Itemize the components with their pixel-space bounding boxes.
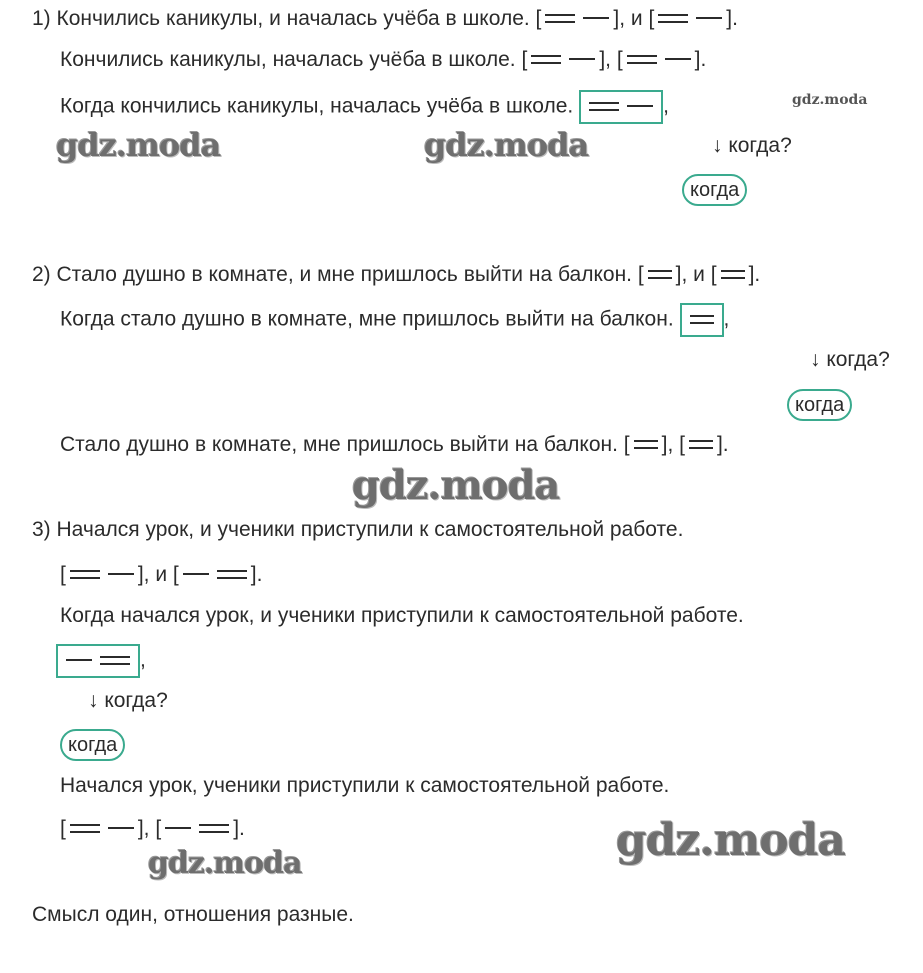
item2-conjunction-oval: когда bbox=[787, 389, 852, 421]
predicate-mark bbox=[108, 573, 134, 575]
item1-question: ↓ когда? bbox=[712, 134, 792, 157]
item1-variant-a-text: Кончились каникулы, началась учёба в школе. [ bbox=[60, 48, 528, 71]
item3-scheme bbox=[60, 562, 262, 588]
item1-sentence-text: 1) Кончились каникулы, и началась учёба в школе. [ bbox=[32, 7, 542, 30]
item3-variant-b-open: [ bbox=[60, 817, 66, 840]
subject-mark bbox=[634, 440, 658, 449]
subject-mark bbox=[690, 315, 714, 324]
subject-mark bbox=[589, 102, 619, 111]
subject-mark bbox=[217, 570, 247, 579]
item1-variant-b-text: Когда кончились каникулы, началась учёба в школе. bbox=[60, 94, 574, 118]
item2-variant-b bbox=[60, 432, 729, 458]
watermark-logo: gdz.moda bbox=[424, 126, 589, 164]
item1-conjunction-oval: когда bbox=[682, 174, 747, 206]
watermark-logo: gdz.moda bbox=[148, 846, 302, 881]
subordinate-clause-box bbox=[579, 90, 663, 124]
item3-scheme-open: [ bbox=[60, 563, 66, 586]
subject-mark bbox=[100, 656, 130, 665]
watermark-logo: gdz.moda bbox=[352, 462, 560, 509]
item2-sentence-text: 2) Стало душно в комнате, и мне пришлось выйти на балкон. [ bbox=[32, 263, 644, 286]
item3-question: ↓ когда? bbox=[88, 689, 168, 712]
item1-sentence-end: ]. bbox=[726, 7, 738, 30]
item1-variant-a bbox=[60, 47, 706, 73]
predicate-mark bbox=[583, 17, 609, 19]
watermark-logo: gdz.moda bbox=[56, 126, 221, 164]
watermark-logo: gdz.moda bbox=[616, 815, 846, 866]
item2-variant-a bbox=[60, 303, 729, 337]
item3-variant-a-scheme bbox=[56, 644, 146, 678]
predicate-mark bbox=[108, 827, 134, 829]
watermark-logo: gdz.moda bbox=[792, 92, 868, 108]
predicate-mark bbox=[66, 659, 92, 661]
item2-question: ↓ когда? bbox=[810, 348, 890, 371]
subordinate-clause-box bbox=[56, 644, 140, 678]
subject-mark bbox=[545, 14, 575, 23]
predicate-mark bbox=[569, 58, 595, 60]
item2-variant-b-mid: ], [ bbox=[661, 433, 685, 456]
subject-mark bbox=[648, 270, 672, 279]
item2-sentence-mid: ], и [ bbox=[675, 263, 717, 286]
subject-mark bbox=[531, 55, 561, 64]
item1-sentence bbox=[32, 6, 738, 32]
item1-variant-a-mid: ], [ bbox=[599, 48, 623, 71]
item3-scheme-end: ]. bbox=[250, 563, 263, 586]
item3-variant-b-scheme bbox=[60, 816, 245, 842]
subordinate-clause-box bbox=[680, 303, 724, 337]
predicate-mark bbox=[183, 573, 209, 575]
subject-mark bbox=[627, 55, 657, 64]
item2-variant-a-text: Когда стало душно в комнате, мне пришлось выйти на балкон. bbox=[60, 307, 674, 331]
subject-mark bbox=[199, 824, 229, 833]
item1-sentence-mid: ], и [ bbox=[613, 7, 655, 30]
item3-variant-b: Начался урок, ученики приступили к самостоятельной работе. bbox=[60, 774, 670, 797]
item3-sentence: 3) Начался урок, и ученики приступили к самостоятельной работе. bbox=[32, 518, 684, 541]
item1-variant-b bbox=[60, 90, 669, 124]
item3-variant-b-mid: ], [ bbox=[137, 817, 162, 840]
subject-mark bbox=[70, 570, 100, 579]
item2-variant-b-text: Стало душно в комнате, мне пришлось выйти на балкон. [ bbox=[60, 433, 630, 456]
subject-mark bbox=[70, 824, 100, 833]
item1-variant-b-comma: , bbox=[663, 94, 669, 118]
item2-variant-a-comma: , bbox=[723, 307, 730, 331]
item3-conjunction-oval: когда bbox=[60, 729, 125, 761]
item2-sentence-end: ]. bbox=[748, 263, 761, 286]
item3-variant-b-end: ]. bbox=[233, 817, 245, 840]
conclusion-text: Смысл один, отношения разные. bbox=[32, 903, 354, 926]
predicate-mark bbox=[665, 58, 691, 60]
predicate-mark bbox=[696, 17, 722, 19]
item2-variant-b-end: ]. bbox=[716, 433, 729, 456]
item2-sentence bbox=[32, 262, 760, 288]
subject-mark bbox=[689, 440, 713, 449]
item3-variant-a-comma: , bbox=[140, 648, 146, 672]
predicate-mark bbox=[627, 105, 653, 107]
item3-scheme-mid: ], и [ bbox=[137, 563, 179, 586]
item1-variant-a-end: ]. bbox=[694, 48, 707, 71]
subject-mark bbox=[721, 270, 745, 279]
item3-variant-a: Когда начался урок, и ученики приступили к самостоятельной работе. bbox=[60, 604, 744, 627]
predicate-mark bbox=[165, 827, 191, 829]
subject-mark bbox=[658, 14, 688, 23]
